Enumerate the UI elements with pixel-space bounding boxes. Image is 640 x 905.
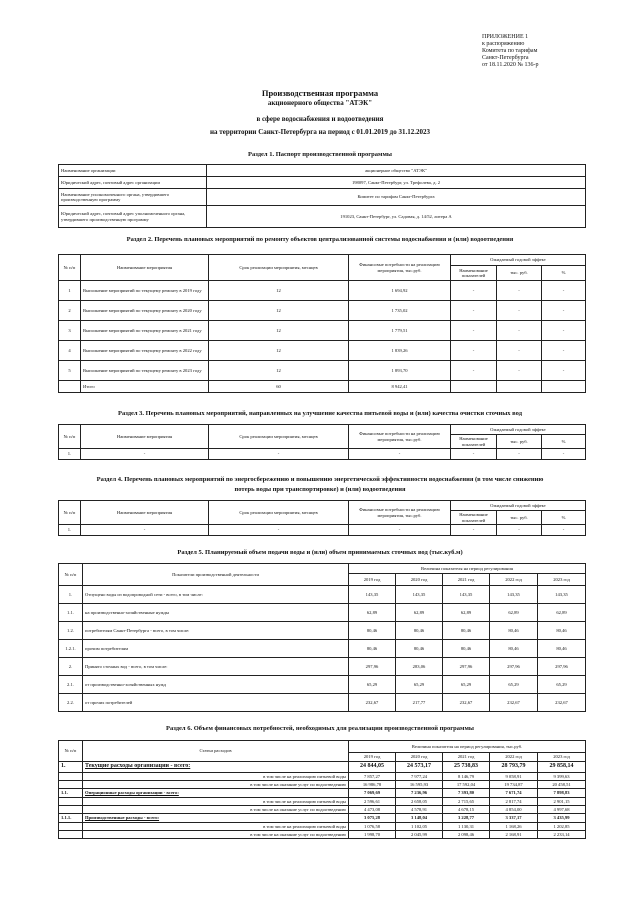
cell-value: 143,35 bbox=[443, 586, 490, 604]
cell-name: в том числе на оказание услуг по водоотведению bbox=[83, 806, 349, 814]
appendix-line: Санкт-Петербурга bbox=[482, 55, 529, 61]
repair-table bbox=[58, 254, 586, 393]
table-row bbox=[59, 831, 586, 839]
table-row bbox=[59, 694, 586, 712]
cell-value: 62,89 bbox=[349, 604, 396, 622]
cell-effect: - bbox=[497, 281, 542, 301]
cell-value: 1 202,85 bbox=[538, 823, 586, 831]
passport-value: 198097, Санкт-Петербург, ул. Трефолева, д. 2 bbox=[207, 177, 586, 189]
table-header-row bbox=[59, 741, 586, 753]
table-row bbox=[59, 676, 586, 694]
cell-value: 2 045,99 bbox=[396, 831, 443, 839]
cell-effect: - bbox=[497, 321, 542, 341]
cell-name: Принято сточных вод - всего, в том числе: bbox=[83, 658, 349, 676]
cell-value: 3 148,04 bbox=[396, 814, 443, 823]
cell-value: 232,67 bbox=[538, 694, 586, 712]
header-num: № п/п bbox=[59, 564, 83, 586]
cell-value: 65,29 bbox=[443, 676, 490, 694]
header-year: 2020 год bbox=[396, 753, 443, 762]
header-name: Статьи расходов bbox=[83, 741, 349, 762]
cell-value: 7 069,69 bbox=[349, 789, 396, 798]
cell-value: 24 844,05 bbox=[349, 762, 396, 773]
cell-period: 12 bbox=[209, 281, 349, 301]
cell-num: 1.2.1. bbox=[59, 640, 83, 658]
cell-value: 9 058,91 bbox=[490, 773, 538, 781]
cell-effect: - bbox=[497, 341, 542, 361]
header-name: Показатели производственной деятельности bbox=[83, 564, 349, 586]
header-effect-pct: % bbox=[542, 511, 586, 525]
cell-value: 232,67 bbox=[349, 694, 396, 712]
cell-value: 2 901,15 bbox=[538, 798, 586, 806]
cell-need: 1 839,26 bbox=[349, 341, 451, 361]
table-row bbox=[59, 823, 586, 831]
cell-total-period: 60 bbox=[209, 381, 349, 393]
section3-heading: Раздел 3. Перечень плановых мероприятий, направленных на улучшение качества питьевой воды и (или) качества очистки сточных вод bbox=[118, 410, 522, 417]
cell-need: 1 779,51 bbox=[349, 321, 451, 341]
header-year: 2022 год bbox=[490, 753, 538, 762]
table-row bbox=[59, 658, 586, 676]
cell-value: 4 997,68 bbox=[538, 806, 586, 814]
cell-num: 3 bbox=[59, 321, 81, 341]
cell-value: 8 146,79 bbox=[443, 773, 490, 781]
appendix-line: ПРИЛОЖЕНИЕ 1 bbox=[482, 34, 529, 40]
header-year: 2019 год bbox=[349, 574, 396, 586]
section4-heading: Раздел 4. Перечень плановых мероприятий по энергосбережению и повышению энергетической эффективности водоснабжения (в том числе снижению bbox=[96, 476, 544, 483]
table-row bbox=[59, 789, 586, 798]
cell-value: 80,46 bbox=[443, 622, 490, 640]
cell-num: 5 bbox=[59, 361, 81, 381]
cell-value: 65,29 bbox=[538, 676, 586, 694]
cell-num bbox=[59, 781, 83, 789]
cell-value: 7 671,74 bbox=[490, 789, 538, 798]
table-row bbox=[59, 762, 586, 773]
cell-num: 2. bbox=[59, 658, 83, 676]
cell-value: 62,89 bbox=[490, 604, 538, 622]
header-year: 2020 год bbox=[396, 574, 443, 586]
cell-name: Отпущено воды из водопроводной сети - всего, в том числе: bbox=[83, 586, 349, 604]
cell-effect: - bbox=[542, 281, 586, 301]
cell-num: 2.2. bbox=[59, 694, 83, 712]
header-num: № п/п bbox=[59, 255, 81, 281]
cell-value: 4 854,00 bbox=[490, 806, 538, 814]
cell-period: 12 bbox=[209, 341, 349, 361]
cell-value: 1 168,26 bbox=[490, 823, 538, 831]
header-group: Величина показателя на период регулирования bbox=[349, 564, 586, 574]
cell-value: 80,46 bbox=[538, 640, 586, 658]
quality-table bbox=[58, 424, 586, 460]
cell-value: 3 337,17 bbox=[490, 814, 538, 823]
appendix-line: к распоряжению bbox=[482, 41, 525, 47]
table-row bbox=[59, 814, 586, 823]
table-header-row bbox=[59, 425, 586, 435]
cell-value: 4 473,08 bbox=[349, 806, 396, 814]
table-row bbox=[59, 622, 586, 640]
section1-heading: Раздел 1. Паспорт производственной программы bbox=[248, 151, 392, 158]
cell-value: 80,46 bbox=[349, 640, 396, 658]
cell-value: 62,89 bbox=[396, 604, 443, 622]
cell-value: 4 578,91 bbox=[396, 806, 443, 814]
cell-effect: - bbox=[451, 281, 497, 301]
header-effect-rub: тыс. руб. bbox=[497, 511, 542, 525]
cell-effect: - bbox=[497, 361, 542, 381]
cell-value: 29 858,14 bbox=[538, 762, 586, 773]
cell-value: 16 595,93 bbox=[396, 781, 443, 789]
cell-value: 62,89 bbox=[538, 604, 586, 622]
cell-effect: - bbox=[497, 449, 542, 460]
cell-name: Выполнение мероприятий по текущему ремонту в 2019 году bbox=[81, 281, 209, 301]
cell-num: 4 bbox=[59, 341, 81, 361]
cell-name: Выполнение мероприятий по текущему ремонту в 2023 году bbox=[81, 361, 209, 381]
cell-effect: - bbox=[542, 525, 586, 536]
cell-value: 65,29 bbox=[349, 676, 396, 694]
table-row bbox=[59, 165, 586, 177]
cell-name: Операционные расходы организации - всего: bbox=[83, 789, 349, 798]
cell-value: 65,29 bbox=[396, 676, 443, 694]
header-effect-rub: тыс. руб. bbox=[497, 435, 542, 449]
cell-value: 297,96 bbox=[443, 658, 490, 676]
cell-value: 62,89 bbox=[443, 604, 490, 622]
cell-value: 9 399,63 bbox=[538, 773, 586, 781]
cell-value: 217,77 bbox=[396, 694, 443, 712]
header-period: Срок реализации мероприятия, месяцев bbox=[209, 425, 349, 449]
table-row bbox=[59, 586, 586, 604]
table-row bbox=[59, 301, 586, 321]
section5-heading: Раздел 5. Планируемый объем подачи воды и (или) объем принимаемых сточных вод (тыс.куб.м) bbox=[177, 549, 463, 556]
cell-value: 65,29 bbox=[490, 676, 538, 694]
table-row bbox=[59, 806, 586, 814]
cell-value: 283,06 bbox=[396, 658, 443, 676]
cell-value: 2 658,05 bbox=[396, 798, 443, 806]
cell-name: Производственные расходы - всего: bbox=[83, 814, 349, 823]
cell-effect: - bbox=[451, 361, 497, 381]
cell-value: 7 898,83 bbox=[538, 789, 586, 798]
cell-num: 1.1.1. bbox=[59, 814, 83, 823]
energy-table bbox=[58, 500, 586, 536]
cell-total-label: Итого bbox=[81, 381, 209, 393]
cell-num bbox=[59, 823, 83, 831]
cell-value: 297,96 bbox=[538, 658, 586, 676]
cell-num: 1. bbox=[59, 449, 81, 460]
cell-num bbox=[59, 831, 83, 839]
document-subtitle-sphere: в сфере водоснабжения и водоотведения bbox=[256, 115, 384, 123]
table-row bbox=[59, 341, 586, 361]
header-effect-name: Наименование показателей bbox=[451, 435, 497, 449]
cell-name: в том числе на оказание услуг по водоотведению bbox=[83, 831, 349, 839]
document-subtitle-org: акционерного общества "АТЭК" bbox=[267, 99, 373, 107]
cell-total-need: 8 942,41 bbox=[349, 381, 451, 393]
table-row bbox=[59, 321, 586, 341]
table-header-row bbox=[59, 501, 586, 511]
header-effect: Ожидаемый годовой эффект bbox=[451, 425, 586, 435]
passport-label: Наименование организации bbox=[59, 165, 207, 177]
cell-value: 80,46 bbox=[490, 622, 538, 640]
passport-value: Комитет по тарифам Санкт-Петербурга bbox=[207, 189, 586, 206]
header-name: Наименование мероприятия bbox=[81, 501, 209, 525]
header-year: 2023 год bbox=[538, 574, 586, 586]
cell-num: 2 bbox=[59, 301, 81, 321]
cell-num bbox=[59, 798, 83, 806]
table-row bbox=[59, 206, 586, 228]
cell-effect: - bbox=[542, 361, 586, 381]
header-name: Наименование мероприятия bbox=[81, 425, 209, 449]
header-num: № п/п bbox=[59, 501, 81, 525]
cell-value: 80,46 bbox=[396, 640, 443, 658]
cell-value: 143,35 bbox=[396, 586, 443, 604]
cell-value: 4 678,15 bbox=[443, 806, 490, 814]
header-effect: Ожидаемый годовой эффект bbox=[451, 255, 586, 266]
cell-value: 80,46 bbox=[349, 622, 396, 640]
cell-value: 24 573,17 bbox=[396, 762, 443, 773]
appendix-line: Комитета по тарифам bbox=[482, 48, 538, 54]
cell-effect: - bbox=[451, 525, 497, 536]
section2-heading: Раздел 2. Перечень плановых мероприятий по ремонту объектов централизованной системы водоснабжения и (или) водоотведения bbox=[126, 236, 514, 243]
volume-table bbox=[58, 563, 586, 712]
cell-value: 16 986,78 bbox=[349, 781, 396, 789]
cell-name: - bbox=[81, 525, 209, 536]
cell-effect: - bbox=[497, 525, 542, 536]
cell-name: на производственно-хозяйственные нужды bbox=[83, 604, 349, 622]
header-period: Срок реализации мероприятия, месяцев bbox=[209, 255, 349, 281]
cell-value: 3 435,99 bbox=[538, 814, 586, 823]
cell-period: - bbox=[209, 449, 349, 460]
cell-effect: - bbox=[497, 301, 542, 321]
header-effect-rub: тыс. руб. bbox=[497, 266, 542, 281]
header-num: № п/п bbox=[59, 425, 81, 449]
cell-value: 80,46 bbox=[538, 622, 586, 640]
passport-table bbox=[58, 164, 586, 228]
cell-value: 3 228,77 bbox=[443, 814, 490, 823]
table-row bbox=[59, 525, 586, 536]
appendix-block bbox=[482, 34, 600, 69]
header-effect-pct: % bbox=[542, 435, 586, 449]
cell-effect: - bbox=[542, 321, 586, 341]
cell-name: в том числе на реализацию питьевой воды bbox=[83, 823, 349, 831]
table-row bbox=[59, 604, 586, 622]
cell-need: - bbox=[349, 449, 451, 460]
cell-value: 1 076,58 bbox=[349, 823, 396, 831]
cell-name: в том числе на оказание услуг по водоотведению bbox=[83, 781, 349, 789]
section6-heading: Раздел 6. Объем финансовых потребностей, необходимых для реализации производственной программы bbox=[166, 725, 474, 732]
passport-value: 191023, Санкт-Петербург, ул. Садовая, д. 14/52, литера А bbox=[207, 206, 586, 228]
cell-num bbox=[59, 773, 83, 781]
cell-period: 12 bbox=[209, 361, 349, 381]
header-effect-pct: % bbox=[542, 266, 586, 281]
cell-value: 20 458,51 bbox=[538, 781, 586, 789]
cell-value: 7 977,24 bbox=[396, 773, 443, 781]
table-row bbox=[59, 177, 586, 189]
header-num: № п/п bbox=[59, 741, 83, 762]
cell-value: 143,35 bbox=[538, 586, 586, 604]
cell-value: 7 857,27 bbox=[349, 773, 396, 781]
cell-need: 1 893,70 bbox=[349, 361, 451, 381]
table-row bbox=[59, 781, 586, 789]
cell-need: 1 735,02 bbox=[349, 301, 451, 321]
cell-period: - bbox=[209, 525, 349, 536]
header-name: Наименование мероприятия bbox=[81, 255, 209, 281]
table-row bbox=[59, 798, 586, 806]
table-row bbox=[59, 640, 586, 658]
cell-value: 143,35 bbox=[490, 586, 538, 604]
cell-num: 1. bbox=[59, 525, 81, 536]
cell-name: потребителям Санкт-Петербурга - всего, в том числе: bbox=[83, 622, 349, 640]
table-header-row bbox=[59, 564, 586, 574]
table-row-total bbox=[59, 381, 586, 393]
cell-value: 2 715,65 bbox=[443, 798, 490, 806]
header-effect: Ожидаемый годовой эффект bbox=[451, 501, 586, 511]
cell-value: 2 168,91 bbox=[490, 831, 538, 839]
cell-name: в том числе на реализацию питьевой воды bbox=[83, 773, 349, 781]
header-effect-name: Наименование показателей bbox=[451, 511, 497, 525]
table-header-row bbox=[59, 255, 586, 266]
cell-name: Выполнение мероприятий по текущему ремонту в 2020 году bbox=[81, 301, 209, 321]
cell-value: 3 075,28 bbox=[349, 814, 396, 823]
cell-effect: - bbox=[451, 449, 497, 460]
passport-label: Юридический адрес, почтовый адрес уполномоченного органа, утвердившего производственную программу bbox=[59, 206, 207, 228]
header-year: 2021 год bbox=[443, 753, 490, 762]
cell-effect: - bbox=[542, 449, 586, 460]
cell-name: прочим потребителям bbox=[83, 640, 349, 658]
header-year: 2023 год bbox=[538, 753, 586, 762]
cell-value: 2 233,14 bbox=[538, 831, 586, 839]
cell-value: 232,67 bbox=[443, 694, 490, 712]
cell-value: 1 102,05 bbox=[396, 823, 443, 831]
cell-num bbox=[59, 806, 83, 814]
cell-value: 1 998,70 bbox=[349, 831, 396, 839]
cell-name: в том числе на реализацию питьевой воды bbox=[83, 798, 349, 806]
cell-effect: - bbox=[451, 341, 497, 361]
cell-value: 80,46 bbox=[443, 640, 490, 658]
header-year: 2022 год bbox=[490, 574, 538, 586]
cell-value: 232,67 bbox=[490, 694, 538, 712]
table-row bbox=[59, 361, 586, 381]
cell-num: 1.1. bbox=[59, 789, 83, 798]
cell-value: 143,35 bbox=[349, 586, 396, 604]
cell-effect: - bbox=[451, 321, 497, 341]
cell-effect: - bbox=[542, 341, 586, 361]
cell-value: 2 098,46 bbox=[443, 831, 490, 839]
cell-num: 1. bbox=[59, 762, 83, 773]
header-group: Величина показателя на период регулирования, тыс.руб. bbox=[349, 741, 586, 753]
cell-value: 19 734,87 bbox=[490, 781, 538, 789]
cell-value: 2 596,61 bbox=[349, 798, 396, 806]
cell-value: 1 130,31 bbox=[443, 823, 490, 831]
header-year: 2019 год bbox=[349, 753, 396, 762]
cell-period: 12 bbox=[209, 301, 349, 321]
cell-name: - bbox=[81, 449, 209, 460]
passport-label: Юридический адрес, почтовый адрес организации bbox=[59, 177, 207, 189]
cell-value: 7 236,96 bbox=[396, 789, 443, 798]
cell-num: 1.2. bbox=[59, 622, 83, 640]
cell-name: Выполнение мероприятий по текущему ремонту в 2021 году bbox=[81, 321, 209, 341]
header-need: Финансовые потребности на реализацию мероприятия, тыс.руб. bbox=[349, 255, 451, 281]
header-need: Финансовые потребности на реализацию мероприятия, тыс.руб. bbox=[349, 425, 451, 449]
finance-table bbox=[58, 740, 586, 839]
cell-value: 2 817,74 bbox=[490, 798, 538, 806]
cell-num: 2.1. bbox=[59, 676, 83, 694]
header-need: Финансовые потребности на реализацию мероприятия, тыс.руб. bbox=[349, 501, 451, 525]
cell-num: 1. bbox=[59, 586, 83, 604]
cell-num: 1.1. bbox=[59, 604, 83, 622]
cell-value: 17 592,04 bbox=[443, 781, 490, 789]
cell-num: 1 bbox=[59, 281, 81, 301]
table-row bbox=[59, 449, 586, 460]
cell-value: 297,96 bbox=[490, 658, 538, 676]
cell-effect: - bbox=[542, 301, 586, 321]
cell-value: 28 793,79 bbox=[490, 762, 538, 773]
header-year: 2021 год bbox=[443, 574, 490, 586]
passport-value: акционерное общество "АТЭК" bbox=[207, 165, 586, 177]
document-subtitle-period: на территории Санкт-Петербурга на период с 01.01.2019 до 31.12.2023 bbox=[210, 128, 430, 136]
appendix-line: от 18.11.2020 № 136-р bbox=[482, 62, 539, 68]
cell-name: Текущие расходы организации - всего: bbox=[83, 762, 349, 773]
document-title: Производственная программа bbox=[261, 88, 379, 98]
cell-name: Выполнение мероприятий по текущему ремонту в 2022 году bbox=[81, 341, 209, 361]
cell-value: 80,46 bbox=[490, 640, 538, 658]
cell-value: 80,46 bbox=[396, 622, 443, 640]
cell-need: - bbox=[349, 525, 451, 536]
cell-value: 297,96 bbox=[349, 658, 396, 676]
cell-need: 1 694,92 bbox=[349, 281, 451, 301]
section4-heading-cont: потерь воды при транспортировке) и (или) водоотведения bbox=[234, 486, 406, 493]
header-period: Срок реализации мероприятия, месяцев bbox=[209, 501, 349, 525]
cell-value: 25 738,83 bbox=[443, 762, 490, 773]
table-row bbox=[59, 281, 586, 301]
table-row bbox=[59, 773, 586, 781]
passport-label: Наименование уполномоченного органа, утвердившего производственную программу bbox=[59, 189, 207, 206]
cell-name: от производственно-хозяйственных нужд bbox=[83, 676, 349, 694]
table-row bbox=[59, 189, 586, 206]
cell-name: от прочих потребителей bbox=[83, 694, 349, 712]
cell-effect: - bbox=[451, 301, 497, 321]
cell-period: 12 bbox=[209, 321, 349, 341]
header-effect-name: Наименование показателей bbox=[451, 266, 497, 281]
cell-value: 7 393,80 bbox=[443, 789, 490, 798]
